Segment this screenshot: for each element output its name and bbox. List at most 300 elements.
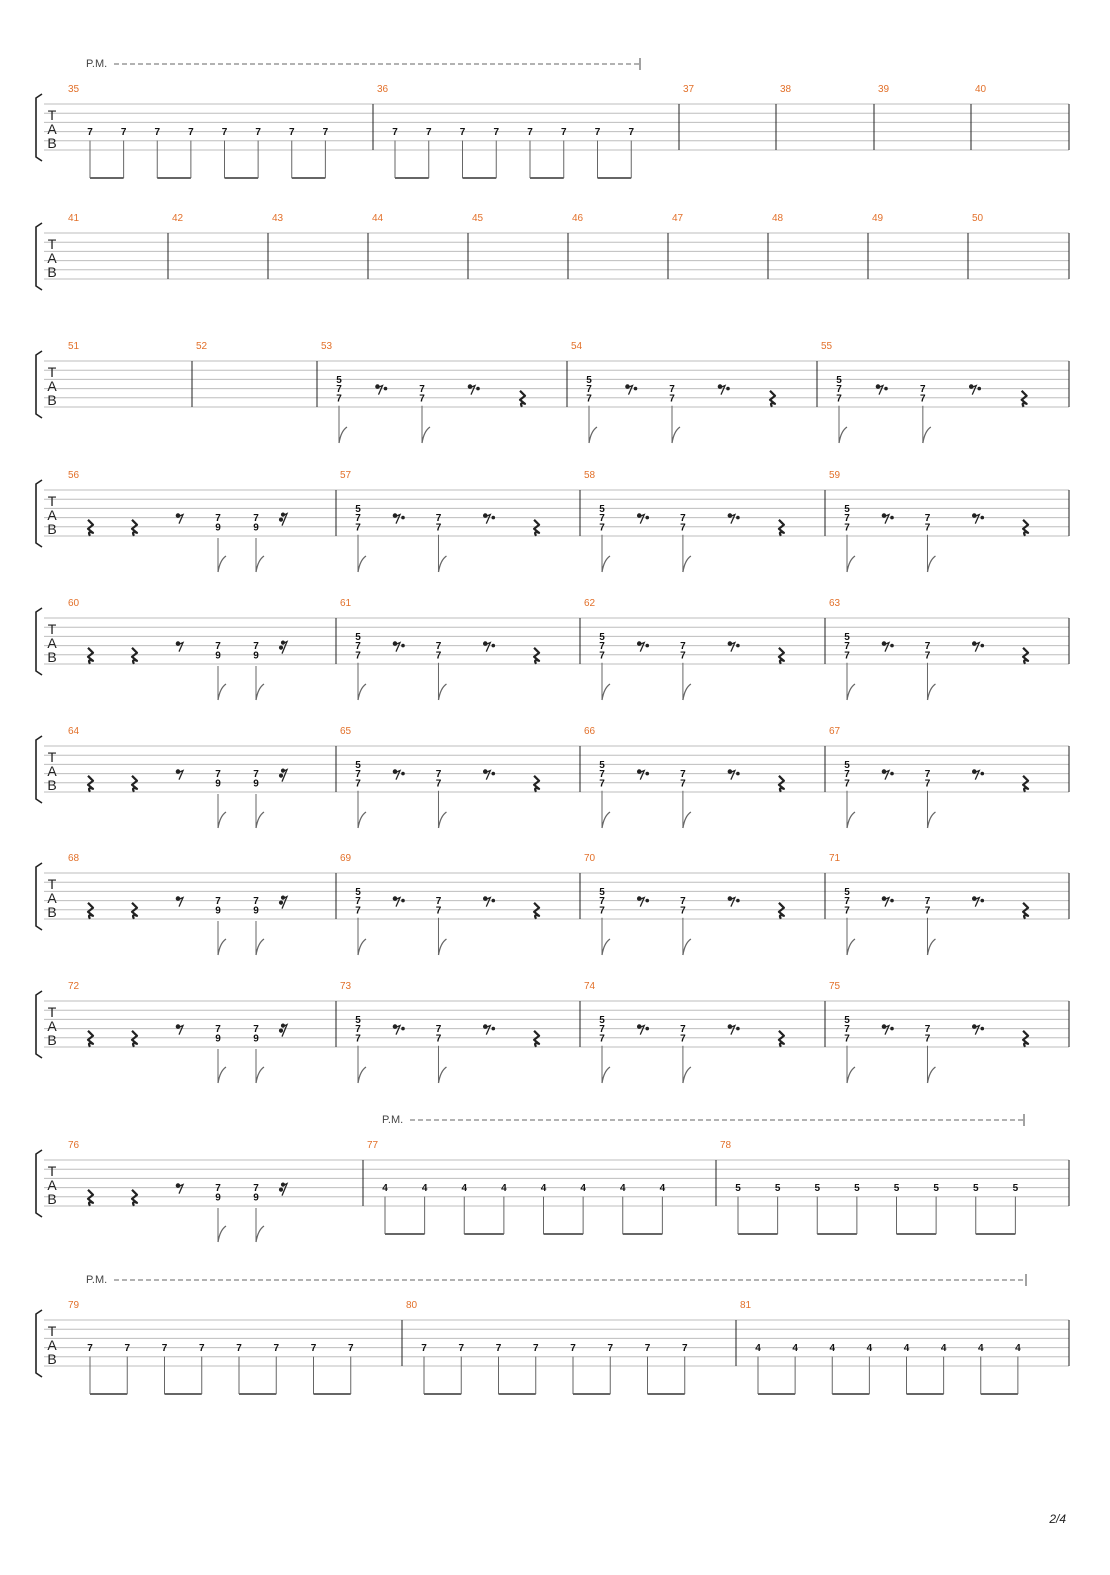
rest-flag [639, 898, 644, 907]
note-flag [602, 556, 610, 572]
note-flag [847, 812, 855, 828]
fret-number: 7 [435, 641, 442, 653]
tab-system [36, 1274, 1069, 1394]
rest-flag [884, 898, 889, 907]
measure [196, 341, 208, 352]
rest-dot [737, 516, 740, 519]
rest-flag [884, 1026, 889, 1035]
rest-head [279, 1188, 282, 1191]
measure-number: 67 [829, 726, 841, 737]
fret-number: 7 [253, 769, 259, 781]
measure-number: 36 [377, 84, 389, 95]
sixteenth-rest [279, 769, 287, 782]
rest-dot [737, 899, 740, 902]
rest-dot [885, 387, 888, 390]
measure-number: 49 [872, 213, 884, 224]
measure-number: 42 [172, 213, 184, 224]
fret-number: 7 [599, 650, 605, 662]
rest-dot [737, 1027, 740, 1030]
measure [272, 213, 284, 224]
fret-number: 7 [599, 1033, 605, 1045]
measure [68, 84, 329, 178]
fret-number: 5 [735, 1183, 741, 1195]
tab-label-b: B [47, 392, 57, 408]
note-flag [256, 1226, 264, 1242]
fret-number: 7 [599, 641, 605, 653]
measure-number: 74 [584, 981, 596, 992]
note-flag [256, 684, 264, 700]
quarter-rest [1023, 648, 1028, 664]
fret-number: 7 [586, 384, 592, 396]
note-flag [683, 1067, 691, 1083]
note-flag [438, 812, 446, 828]
system-bracket [36, 608, 42, 675]
fret-number: 5 [844, 759, 850, 771]
fret-number: 7 [355, 905, 361, 917]
measure [68, 726, 287, 828]
fret-number: 4 [580, 1183, 586, 1195]
fret-number: 7 [253, 513, 259, 525]
eighth-rest [393, 1025, 404, 1035]
fret-number: 7 [532, 1343, 539, 1355]
quarter-rest [132, 903, 137, 919]
measure [68, 1140, 287, 1242]
note-flag [218, 684, 226, 700]
eighth-rest [393, 642, 404, 652]
rest-head [279, 1029, 282, 1032]
system-bracket [36, 1310, 42, 1377]
fret-number: 7 [392, 127, 398, 139]
measure-number: 69 [340, 853, 352, 864]
tab-label-a: A [47, 1337, 57, 1353]
measure [340, 470, 539, 572]
fret-number: 7 [681, 1343, 688, 1355]
measure [377, 84, 634, 178]
rest-flag [395, 898, 400, 907]
rest-dot [891, 644, 894, 647]
note-flag [683, 556, 691, 572]
rest-flag [178, 898, 183, 907]
measure-number: 77 [367, 1140, 379, 1151]
fret-number: 4 [903, 1343, 910, 1355]
fret-number: 7 [435, 769, 442, 781]
note-flag [683, 939, 691, 955]
tab-system [36, 853, 1069, 955]
fret-number: 7 [924, 641, 931, 653]
note-flag [256, 556, 264, 572]
fret-number: 9 [253, 522, 259, 534]
fret-number: 4 [421, 1183, 428, 1195]
rest-dot [402, 516, 405, 519]
fret-number: 7 [527, 127, 533, 139]
rest-dot [402, 772, 405, 775]
measure [975, 84, 987, 95]
fret-number: 4 [755, 1343, 761, 1355]
measure-number: 47 [672, 213, 684, 224]
fret-number: 5 [844, 503, 850, 515]
rest-head [279, 518, 282, 521]
fret-number: 7 [599, 522, 605, 534]
tab-label-a: A [47, 890, 57, 906]
fret-number: 7 [644, 1343, 651, 1355]
note-flag [256, 1067, 264, 1083]
fret-number: 7 [924, 650, 931, 662]
note-flag [683, 684, 691, 700]
rest-dot [891, 772, 894, 775]
fret-number: 7 [844, 650, 850, 662]
note-flag [602, 812, 610, 828]
fret-number: 7 [669, 393, 675, 405]
rest-flag [485, 515, 490, 524]
rest-flag [730, 1026, 735, 1035]
quarter-rest [132, 1031, 137, 1047]
measure-number: 48 [772, 213, 784, 224]
tab-system [36, 726, 1069, 828]
eighth-rest [176, 1184, 183, 1194]
fret-number: 7 [435, 522, 442, 534]
rest-dot [891, 516, 894, 519]
measure-number: 44 [372, 213, 384, 224]
fret-number: 7 [236, 1343, 242, 1355]
fret-number: 7 [924, 778, 931, 790]
system-bracket [36, 351, 42, 418]
quarter-rest [88, 1190, 93, 1206]
rest-flag [178, 643, 183, 652]
tab-label-a: A [47, 1177, 57, 1193]
rest-flag [485, 898, 490, 907]
fret-number: 7 [253, 641, 259, 653]
rest-dot [384, 387, 387, 390]
measure-number: 60 [68, 598, 80, 609]
eighth-rest [728, 897, 739, 907]
measure-number: 80 [406, 1300, 418, 1311]
note-flag [927, 812, 935, 828]
fret-number: 5 [599, 631, 605, 643]
rest-flag [884, 771, 889, 780]
fret-number: 7 [435, 896, 442, 908]
measure [68, 213, 80, 224]
rest-flag [974, 515, 979, 524]
measure [68, 470, 287, 572]
eighth-rest [728, 642, 739, 652]
fret-number: 7 [599, 1024, 605, 1036]
tab-system [36, 981, 1069, 1083]
quarter-rest [779, 520, 784, 536]
measure-number: 65 [340, 726, 352, 737]
fret-number: 7 [198, 1343, 205, 1355]
eighth-rest [728, 770, 739, 780]
measure [571, 341, 775, 443]
rest-head [279, 646, 282, 649]
tab-label-a: A [47, 1018, 57, 1034]
measure [829, 598, 1028, 700]
fret-number: 5 [1012, 1183, 1019, 1195]
quarter-rest [770, 391, 775, 407]
fret-number: 7 [920, 393, 926, 405]
fret-number: 7 [336, 384, 342, 396]
fret-number: 7 [288, 127, 295, 139]
eighth-rest [882, 1025, 893, 1035]
fret-number: 9 [215, 650, 221, 662]
rest-flag [395, 643, 400, 652]
fret-number: 7 [215, 1024, 221, 1036]
tab-label-t: T [47, 236, 57, 252]
measure-number: 35 [68, 84, 80, 95]
measure [683, 84, 695, 95]
fret-number: 7 [836, 384, 842, 396]
measure [672, 213, 684, 224]
measure-number: 58 [584, 470, 596, 481]
rest-dot [402, 644, 405, 647]
fret-number: 7 [124, 1343, 131, 1355]
quarter-rest [520, 391, 525, 407]
fret-number: 5 [599, 759, 605, 771]
fret-number: 7 [924, 769, 931, 781]
note-flag [218, 812, 226, 828]
rest-dot [646, 644, 649, 647]
quarter-rest [1022, 391, 1027, 407]
measure [584, 726, 784, 828]
rest-dot [891, 899, 894, 902]
tab-label-t: T [47, 749, 57, 765]
fret-number: 5 [599, 503, 605, 515]
fret-number: 7 [680, 896, 686, 908]
note-flag [438, 684, 446, 700]
fret-number: 7 [87, 1343, 93, 1355]
fret-number: 7 [355, 778, 361, 790]
rest-dot [402, 899, 405, 902]
tab-label-t: T [47, 1323, 57, 1339]
tab-system [36, 598, 1069, 700]
fret-number: 7 [253, 896, 259, 908]
tab-system [36, 470, 1069, 572]
rest-flag [639, 643, 644, 652]
fret-number: 9 [215, 522, 221, 534]
fret-number: 5 [836, 374, 842, 386]
fret-number: 7 [215, 1183, 221, 1195]
tab-label-t: T [47, 1163, 57, 1179]
tab-label-b: B [47, 1032, 57, 1048]
rest-flag [971, 386, 976, 395]
fret-number: 7 [680, 522, 686, 534]
quarter-rest [779, 903, 784, 919]
fret-number: 7 [669, 384, 675, 396]
tab-label-t: T [47, 364, 57, 380]
fret-number: 7 [435, 513, 442, 525]
note-flag [256, 812, 264, 828]
fret-number: 5 [774, 1183, 781, 1195]
note-flag [927, 684, 935, 700]
measure [68, 853, 287, 955]
quarter-rest [88, 1031, 93, 1047]
fret-number: 9 [253, 1033, 259, 1045]
rest-dot [402, 1027, 405, 1030]
fret-number: 4 [829, 1343, 836, 1355]
measure [68, 341, 80, 352]
note-flag [923, 427, 931, 443]
measure-number: 55 [821, 341, 833, 352]
measure [829, 853, 1028, 955]
eighth-rest [393, 770, 404, 780]
tab-label-b: B [47, 649, 57, 665]
rest-dot [981, 772, 984, 775]
tab-label-b: B [47, 135, 57, 151]
measure [829, 726, 1028, 828]
measure [720, 1140, 1019, 1234]
quarter-rest [779, 648, 784, 664]
fret-number: 7 [87, 127, 93, 139]
fret-number: 7 [680, 513, 686, 525]
tab-label-a: A [47, 250, 57, 266]
fret-number: 7 [435, 650, 442, 662]
fret-number: 4 [866, 1343, 873, 1355]
note-flag [218, 939, 226, 955]
tab-label-a: A [47, 121, 57, 137]
eighth-rest [468, 385, 479, 395]
quarter-rest [534, 903, 539, 919]
measure [340, 981, 539, 1083]
fret-number: 5 [355, 631, 361, 643]
fret-number: 7 [253, 1183, 259, 1195]
note-flag [438, 939, 446, 955]
eighth-rest [483, 642, 494, 652]
rest-flag [730, 515, 735, 524]
tab-label-b: B [47, 521, 57, 537]
fret-number: 7 [680, 778, 686, 790]
fret-number: 7 [188, 127, 194, 139]
measure [780, 84, 792, 95]
rest-flag [178, 771, 183, 780]
fret-number: 9 [215, 905, 221, 917]
fret-number: 5 [355, 503, 361, 515]
fret-number: 7 [425, 127, 432, 139]
tab-system [36, 1114, 1069, 1242]
eighth-rest [626, 385, 637, 395]
system-bracket [36, 863, 42, 930]
tab-label-t: T [47, 876, 57, 892]
fret-number: 7 [336, 393, 342, 405]
measure [584, 598, 784, 700]
note-flag [358, 684, 366, 700]
fret-number: 7 [255, 127, 261, 139]
tab-label-b: B [47, 264, 57, 280]
note-flag [218, 1226, 226, 1242]
rest-flag [178, 1026, 183, 1035]
fret-number: 9 [253, 650, 259, 662]
fret-number: 4 [792, 1343, 798, 1355]
quarter-rest [88, 776, 93, 792]
palm-mute-label: P.M. [86, 58, 108, 70]
rest-flag [974, 771, 979, 780]
eighth-rest [393, 897, 404, 907]
rest-flag [628, 386, 633, 395]
measure-number: 51 [68, 341, 80, 352]
measure-number: 79 [68, 1300, 80, 1311]
fret-number: 7 [355, 522, 361, 534]
fret-number: 9 [215, 778, 221, 790]
quarter-rest [1023, 776, 1028, 792]
quarter-rest [88, 903, 93, 919]
rest-dot [737, 772, 740, 775]
tab-label-a: A [47, 763, 57, 779]
measure [367, 1140, 666, 1234]
fret-number: 7 [421, 1343, 427, 1355]
sixteenth-rest [279, 1024, 287, 1037]
note-flag [927, 1067, 935, 1083]
fret-number: 7 [419, 393, 425, 405]
fret-number: 7 [844, 905, 850, 917]
measure [340, 726, 539, 828]
fret-number: 7 [310, 1343, 317, 1355]
rest-dot [646, 516, 649, 519]
fret-number: 7 [221, 127, 228, 139]
tab-label-t: T [47, 107, 57, 123]
note-flag [847, 684, 855, 700]
rest-dot [477, 387, 480, 390]
fret-number: 7 [599, 905, 605, 917]
fret-number: 7 [355, 896, 361, 908]
quarter-rest [132, 648, 137, 664]
quarter-rest [88, 520, 93, 536]
fret-number: 5 [854, 1183, 860, 1195]
measure [872, 213, 884, 224]
eighth-rest [483, 897, 494, 907]
fret-number: 7 [419, 384, 425, 396]
note-flag [602, 1067, 610, 1083]
palm-mute-label: P.M. [86, 1274, 108, 1286]
fret-number: 7 [435, 778, 442, 790]
measure-number: 40 [975, 84, 987, 95]
fret-number: 7 [435, 1024, 442, 1036]
rest-flag [878, 386, 883, 395]
note-flag [422, 427, 430, 443]
rest-flag [730, 898, 735, 907]
rest-flag [485, 1026, 490, 1035]
fret-number: 7 [215, 641, 221, 653]
rest-dot [492, 772, 495, 775]
rest-flag [974, 1026, 979, 1035]
fret-number: 7 [215, 513, 221, 525]
fret-number: 5 [893, 1183, 900, 1195]
fret-number: 4 [461, 1183, 468, 1195]
measure-number: 39 [878, 84, 890, 95]
fret-number: 7 [586, 393, 592, 405]
quarter-rest [779, 776, 784, 792]
fret-number: 7 [920, 384, 926, 396]
fret-number: 7 [273, 1343, 280, 1355]
measure [472, 213, 484, 224]
rest-dot [492, 899, 495, 902]
quarter-rest [1023, 903, 1028, 919]
eighth-rest [637, 642, 648, 652]
rest-flag [884, 515, 889, 524]
fret-number: 7 [355, 650, 361, 662]
tab-label-t: T [47, 621, 57, 637]
eighth-rest [972, 514, 983, 524]
quarter-rest [88, 648, 93, 664]
measure-number: 62 [584, 598, 596, 609]
sixteenth-rest [279, 896, 287, 909]
rest-dot [981, 516, 984, 519]
rest-flag [395, 1026, 400, 1035]
fret-number: 4 [619, 1183, 626, 1195]
rest-dot [978, 387, 981, 390]
note-flag [358, 1067, 366, 1083]
eighth-rest [972, 897, 983, 907]
tab-system [36, 341, 1069, 443]
quarter-rest [534, 1031, 539, 1047]
fret-number: 7 [215, 896, 221, 908]
